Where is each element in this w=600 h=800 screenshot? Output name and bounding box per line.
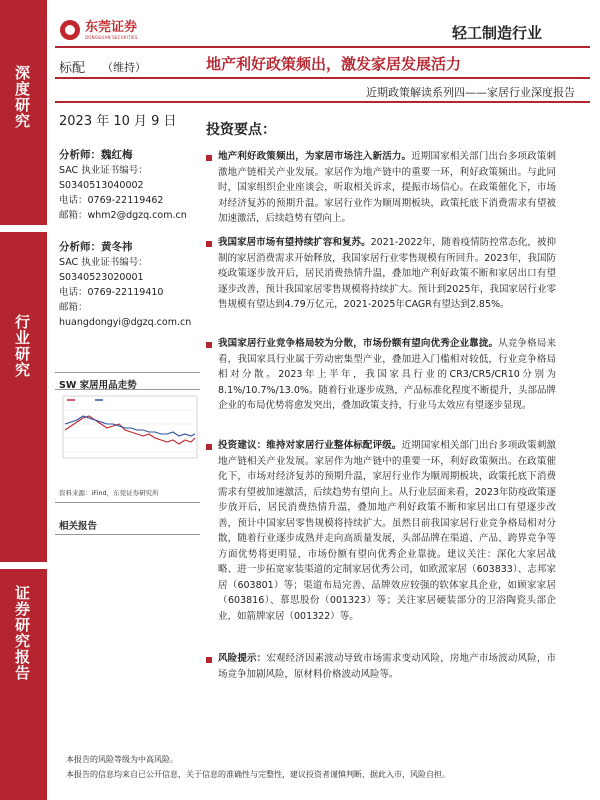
- rating-label: 标配: [59, 61, 86, 76]
- series-line-sw: [65, 416, 195, 444]
- analyst-email[interactable]: 邮箱：whm2@dgzq.com.cn: [59, 210, 187, 221]
- paragraph-body: 2021-2022年，随着疫情防控常态化，被抑制的家居消费需求开始释放，我国家居行业零售规模有所回升。2023年，我国防疫政策逐步放开后，居民消费热情升温，叠加地产利好政策不断和家居出口有望逐步改善，预计我国家居零售规模将持续扩大。预计到2025年，我国家居行业零售规模有望达到4.79万亿元，2021-2025年CAGR有望达到2.85%。: [218, 237, 556, 310]
- info-source-note: 本报告的信息均来自已公开信息，关于信息的准确性与完整性，建议投资者谨慎判断，据此入市，风险自担。: [66, 770, 450, 779]
- rating-value: （维持）: [102, 61, 146, 74]
- chart-source: 资料来源：iFind，东莞证券研究所: [59, 489, 159, 497]
- bullet-square-icon: [206, 444, 212, 450]
- bullet-square-icon: [206, 241, 212, 247]
- related-reports-title: 相关报告: [59, 521, 98, 532]
- divider: [55, 372, 200, 373]
- investment-paragraph: [218, 235, 556, 313]
- paragraph-lead: 风险提示：: [218, 653, 267, 664]
- sidebar-label: 证券研究报告: [13, 585, 31, 681]
- industry-label: 轻工制造行业: [451, 24, 542, 42]
- company-logo: [60, 20, 138, 40]
- analyst-email-label: 邮箱：: [59, 302, 88, 313]
- paragraph-body: 宏观经济因素波动导致市场需求变动风险，房地产市场波动风险，市场竞争加剧风险，原材料价格波动风险等。: [218, 653, 556, 680]
- analyst-phone: 电话：0769-22119410: [59, 287, 164, 298]
- analyst-email[interactable]: huangdongyi@dgzq.com.cn: [59, 317, 192, 328]
- analyst-name: 分析师：黄冬祎: [59, 241, 133, 253]
- investment-paragraph: [218, 651, 556, 682]
- report-subtitle: 近期政策解读系列四——家居行业深度报告: [366, 86, 575, 99]
- report-date: 2023 年 10 月 9 日: [59, 114, 177, 129]
- sidebar-section-industry-research: [0, 232, 47, 562]
- trend-chart: [57, 390, 202, 470]
- divider: [55, 502, 200, 503]
- bullet-square-icon: [206, 155, 212, 161]
- subtitle-divider: [55, 101, 590, 103]
- investment-paragraph: [218, 149, 556, 227]
- analyst-cert-no: S0340523020001: [59, 272, 144, 283]
- paragraph-lead: 地产利好政策频出，为家居市场注入新活力。: [218, 151, 412, 162]
- paragraph-lead: 我国家居行业竞争格局较为分散，市场份额有望向优秀企业靠拢。: [218, 338, 499, 349]
- analyst-cert-label: SAC 执业证书编号：: [59, 257, 148, 268]
- paragraph-lead: 投资建议：维持对家居行业整体标配评级。: [218, 440, 402, 451]
- investment-points-title: 投资要点：: [206, 122, 276, 138]
- sidebar-section-securities-report: [0, 569, 47, 800]
- paragraph-body: 近期国家相关部门出台多项政策刺激地产链相关产业发展。家居作为地产链中的重要一环，利好政策频出。在政策催化下，市场对经济复苏的预期升温，家居行业作为顺周期板块，政策托底下消费需求有望被加速激活，后续趋势有望向上。从行业层面来看，2023年防疫政策逐步放开后，居民消费热情升温，叠加地产利好政策不断和家居出口有望逐步改善，预计中国家居零售规模将持续扩大。虽然目前我国家居行业竞争格局相对分散，随着行业逐步成熟并走向高质量发展，头部品牌在渠道、产品、跨界竞争等方面优势将更明显，市场份额有望向优秀企业靠拢。建议关注：深化大家居战略、进一步拓宽家装渠道的定制家居优秀公司，如欧派家居（603833）、志邦家居（603801）等；渠道布局完善、品牌效应较强的软体家具企业，如顾家家居（603816）、慕思股份（001323）等；关注家居硬装部分的卫浴陶瓷头部企业，如箭牌家居（001322）等。: [218, 440, 556, 622]
- analyst-name: 分析师：魏红梅: [59, 149, 133, 161]
- header-divider: [55, 46, 590, 48]
- logo-emblem-icon: [60, 20, 80, 40]
- disclaimer: [66, 752, 450, 782]
- risk-level-note: 本报告的风险等级为中高风险。: [66, 755, 178, 764]
- divider: [55, 534, 200, 535]
- logo-text-cn: 东莞证券: [85, 19, 138, 35]
- investment-paragraph: [218, 336, 556, 414]
- report-title: 地产利好政策频出，激发家居发展活力: [206, 55, 462, 73]
- chart-title: SW 家居用品走势: [59, 380, 137, 391]
- paragraph-body: 近期国家相关部门出台多项政策刺激地产链相关产业发展。家居作为地产链中的重要一环，利好政策频出。与此同时，国家组织企业座谈会，听取相关诉求，提振市场信心。在政策催化下，市场对经济复苏的预期升温。家居行业作为顺周期板块，政策托底下消费需求有望被加速激活，后续趋势有望向上。: [218, 151, 556, 224]
- logo-text-en: DONGGUAN SECURITIES: [85, 34, 138, 40]
- bullet-square-icon: [206, 657, 212, 663]
- chart-frame: [63, 396, 197, 458]
- paragraph-lead: 我国家居市场有望持续扩容和复苏。: [218, 237, 371, 248]
- investment-paragraph: [218, 438, 556, 624]
- bullet-square-icon: [206, 342, 212, 348]
- sidebar-section-deep-research: [0, 0, 47, 225]
- series-line-hs300: [65, 416, 195, 436]
- analyst-card: [59, 240, 191, 330]
- sidebar-label: 深度研究: [13, 65, 31, 129]
- analyst-cert-no: S0340513040002: [59, 180, 144, 191]
- paragraph-body: 从竞争格局来看，我国家具行业属于劳动密集型产业，叠加进入门槛相对较低，行业竞争格局相对分散。2023年上半年，我国家具行业的CR3/CR5/CR10分别为8.1%/10.7%/13.0%。随着行业逐步成熟，产品标准化程度不断提升，头部品牌企业的布局优势将愈发突出，叠加政策支持，行业马太效应有望逐步显现。: [218, 338, 556, 411]
- analyst-cert-label: SAC 执业证书编号：: [59, 165, 148, 176]
- analyst-card: [59, 148, 187, 223]
- title-divider: [55, 77, 590, 79]
- sidebar-label: 行业研究: [13, 314, 31, 378]
- analyst-phone: 电话：0769-22119462: [59, 195, 164, 206]
